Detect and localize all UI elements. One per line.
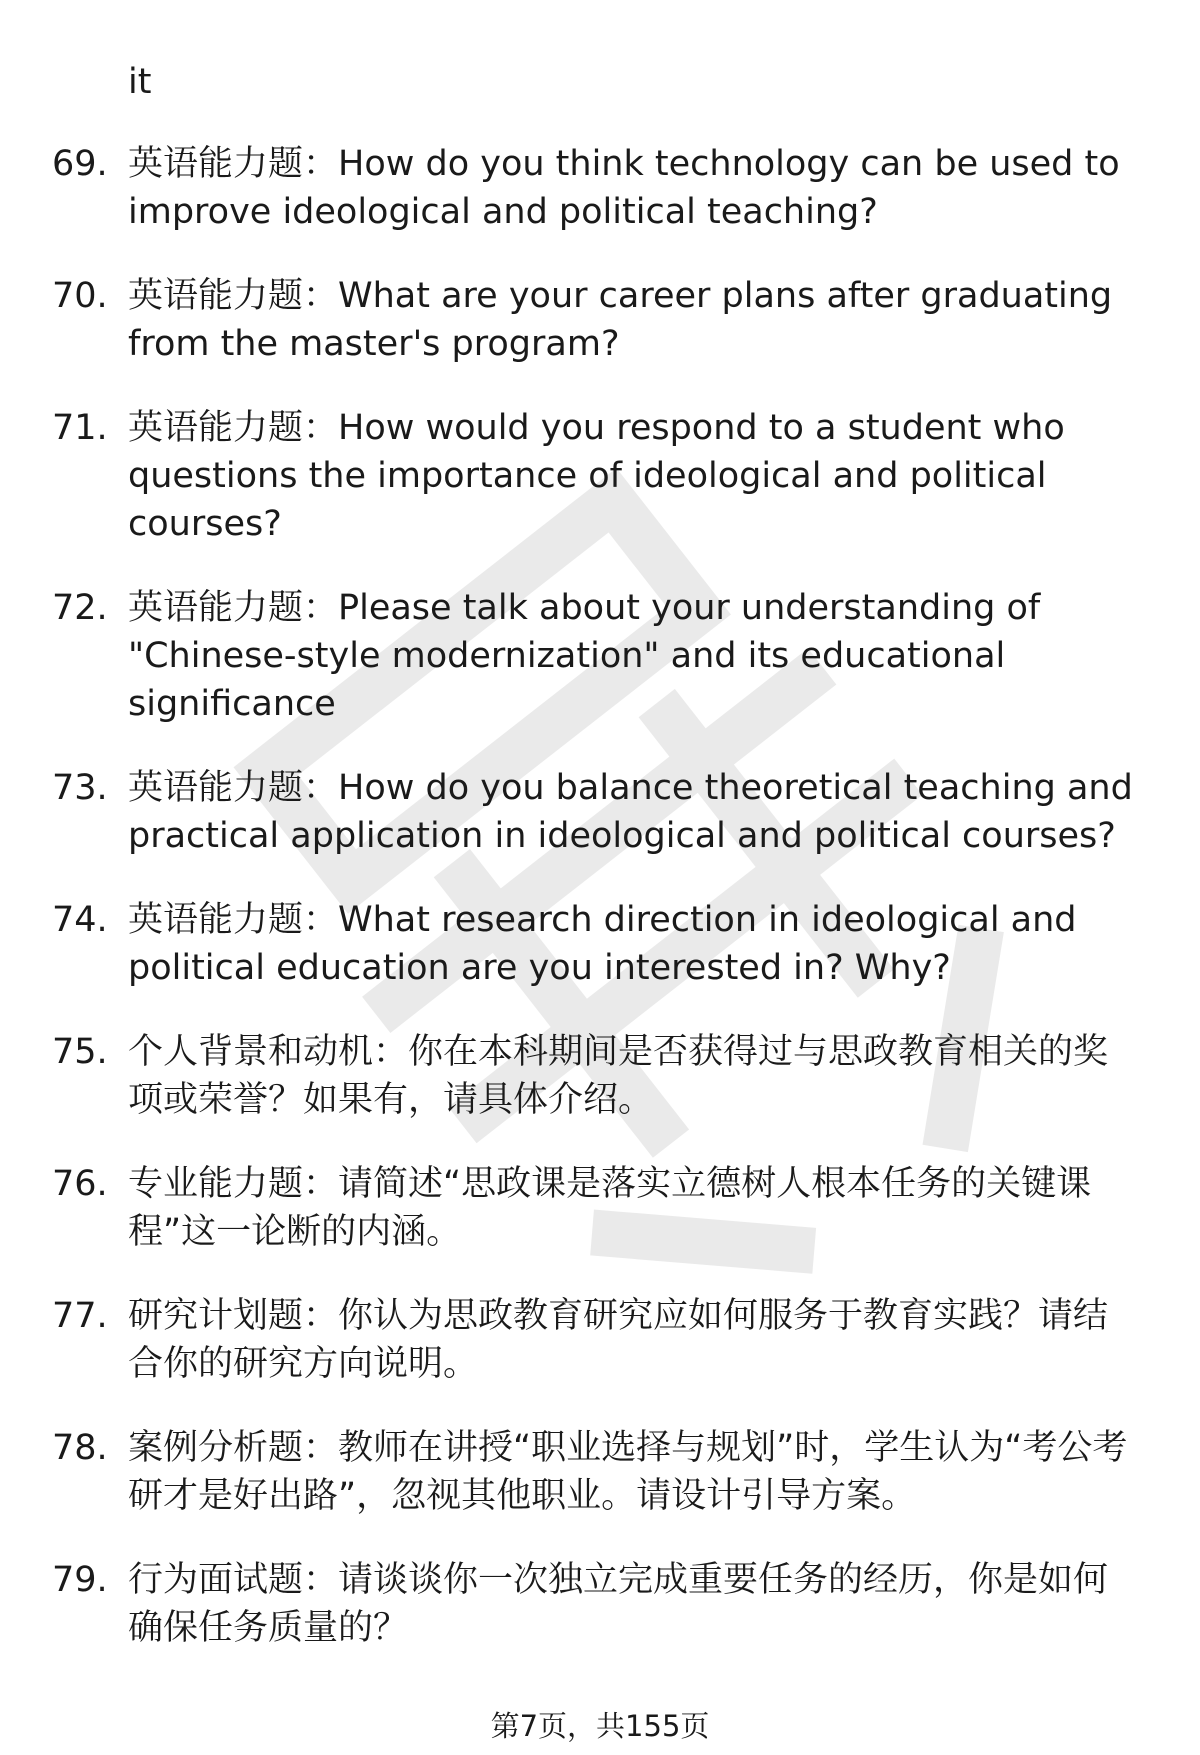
question-number: 79.: [52, 1560, 108, 1600]
question-number: 76.: [52, 1164, 108, 1204]
question-text: 英语能力题：What research direction in ideological and political education are you interested in? Why?: [128, 900, 1077, 988]
question-text: 英语能力题：How do you balance theoretical teaching and practical application in ideological and political courses?: [128, 768, 1133, 856]
question-item-69: [0, 140, 1200, 236]
question-item-79: [0, 1556, 1200, 1652]
question-number: 71.: [52, 408, 108, 448]
question-number: 77.: [52, 1296, 108, 1336]
question-item-74: [0, 896, 1200, 992]
question-text: 英语能力题：How would you respond to a student who questions the importance of ideological and political courses?: [128, 408, 1065, 544]
continued-text-fragment: it: [128, 62, 152, 102]
question-number: 75.: [52, 1032, 108, 1072]
question-text: 行为面试题：请谈谈你一次独立完成重要任务的经历，你是如何确保任务质量的？: [128, 1560, 1109, 1648]
question-number: 78.: [52, 1428, 108, 1468]
question-text: 专业能力题：请简述“思政课是落实立德树人根本任务的关键课程”这一论断的内涵。: [128, 1164, 1092, 1252]
page-footer-page-number: 第7页，共155页: [490, 1709, 710, 1743]
question-text: 英语能力题：Please talk about your understanding of "Chinese-style modernization" and its educational significance: [128, 588, 1041, 724]
question-text: 英语能力题：How do you think technology can be used to improve ideological and political teaching?: [128, 144, 1120, 232]
question-list: [0, 140, 1200, 1688]
question-number: 73.: [52, 768, 108, 808]
question-item-72: [0, 584, 1200, 728]
question-item-75: [0, 1028, 1200, 1124]
question-item-70: [0, 272, 1200, 368]
question-text: 英语能力题：What are your career plans after graduating from the master's program?: [128, 276, 1113, 364]
question-item-76: [0, 1160, 1200, 1256]
question-text: 个人背景和动机：你在本科期间是否获得过与思政教育相关的奖项或荣誉？如果有，请具体介绍。: [128, 1032, 1109, 1120]
question-text: 案例分析题：教师在讲授“职业选择与规划”时，学生认为“考公考研才是好出路”，忽视其他职业。请设计引导方案。: [128, 1428, 1128, 1516]
question-number: 69.: [52, 144, 108, 184]
question-number: 74.: [52, 900, 108, 940]
question-text: 研究计划题：你认为思政教育研究应如何服务于教育实践？请结合你的研究方向说明。: [128, 1296, 1109, 1384]
question-item-71: [0, 404, 1200, 548]
question-item-73: [0, 764, 1200, 860]
question-item-77: [0, 1292, 1200, 1388]
question-item-78: [0, 1424, 1200, 1520]
question-number: 70.: [52, 276, 108, 316]
question-number: 72.: [52, 588, 108, 628]
